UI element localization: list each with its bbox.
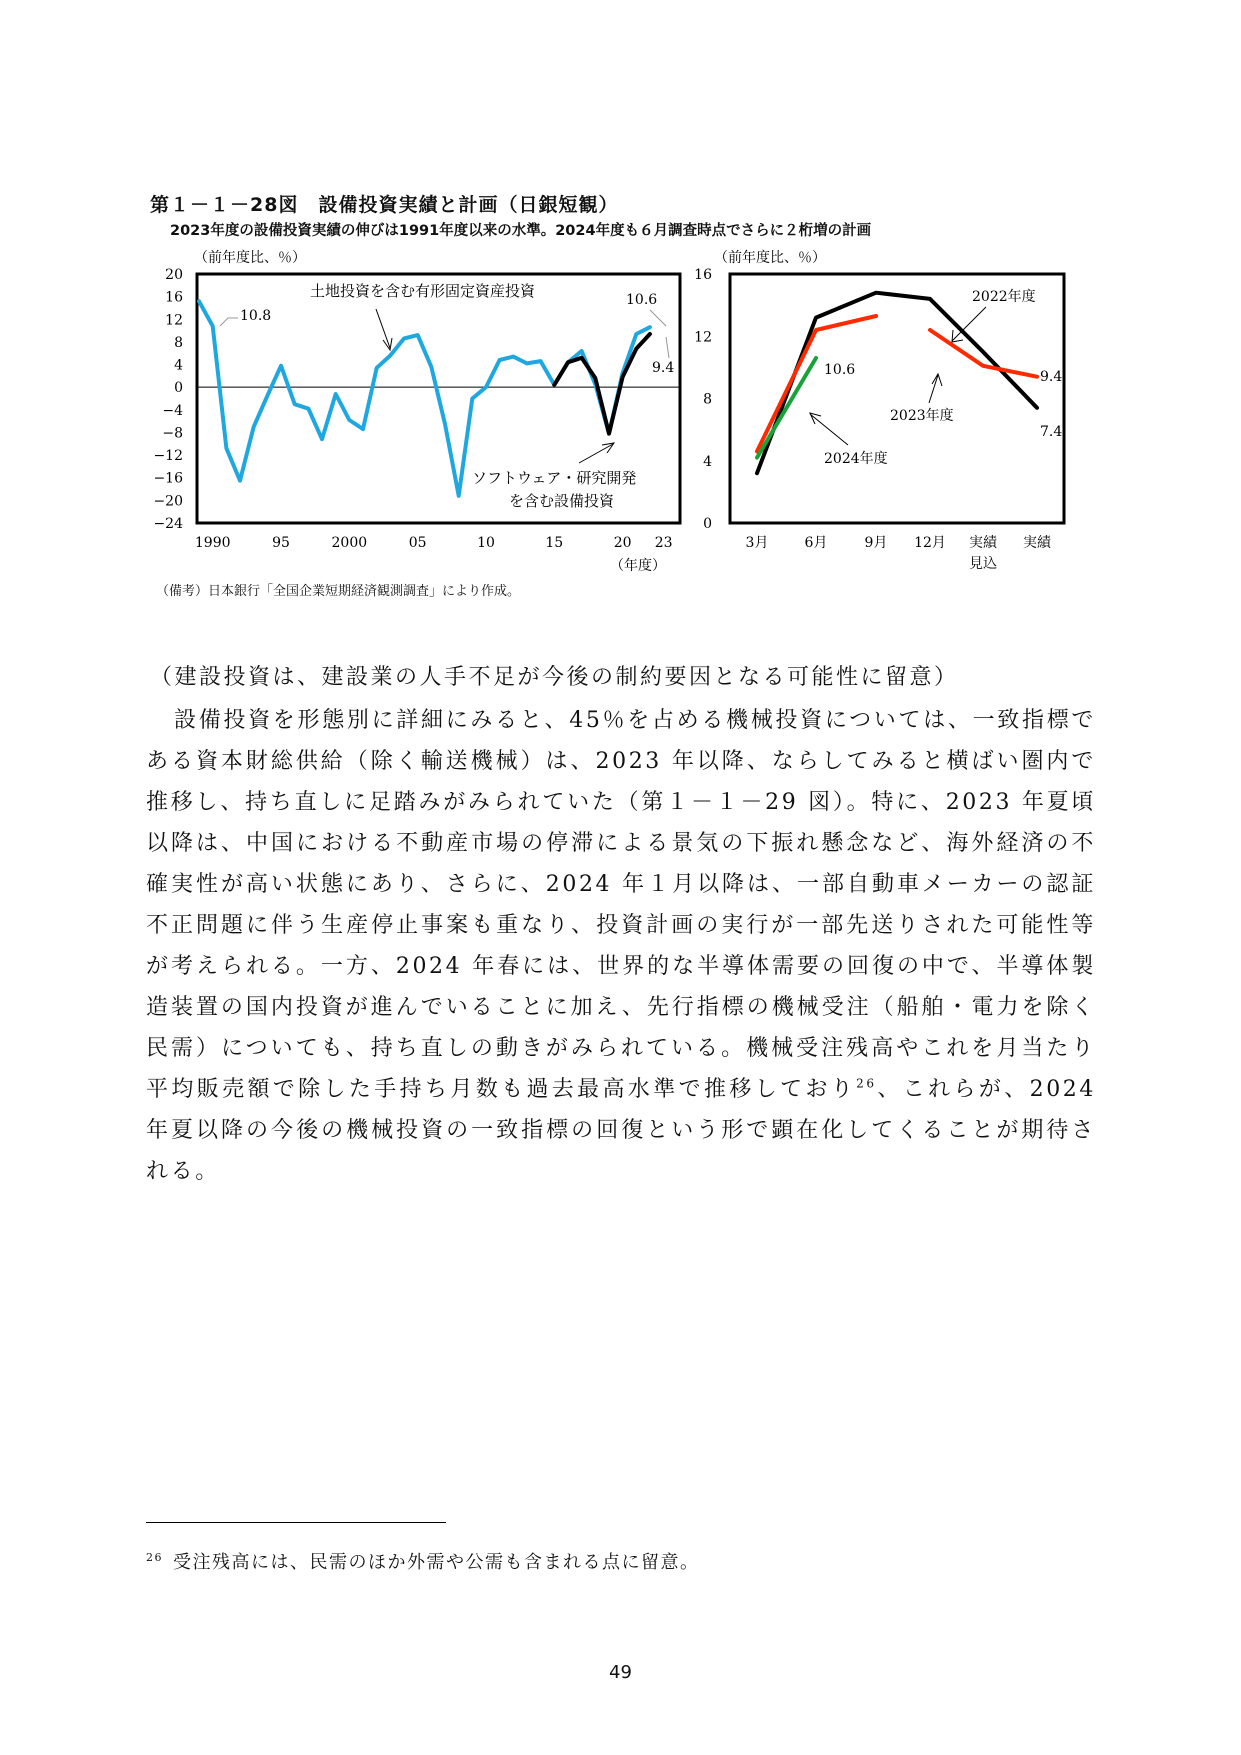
- left-series-line-tangible: [199, 301, 650, 496]
- figure-subtitle: 2023年度の設備投資実績の伸びは1991年度以来の水準。2024年度も６月調査時点でさらに２桁増の計画: [170, 223, 872, 239]
- right-series-line-2024: [757, 358, 816, 458]
- chart-right: [690, 240, 1090, 580]
- left-ytick-label: −24: [153, 516, 183, 532]
- left-annotation-9-4-leader: [666, 337, 669, 358]
- footnote-divider: [146, 1522, 446, 1523]
- left-ytick-label: −16: [153, 470, 183, 487]
- left-ytick-label: 4: [174, 357, 183, 374]
- body-text-part2: 、これらが、2024 年夏以降の今後の機械投資の一致指標の回復という形で顕在化してくることが期待される。: [146, 1077, 1096, 1184]
- right-xtick-label: 実績: [969, 535, 997, 551]
- left-series-label-tangible-arrow: [376, 309, 390, 348]
- right-xtick-label: 9月: [864, 535, 888, 551]
- right-ytick-label: 4: [703, 453, 712, 470]
- left-annotation-10-8: 10.8: [240, 308, 272, 324]
- left-series-label-software-arrow: [579, 444, 613, 463]
- left-xtick-label: 95: [272, 535, 290, 551]
- right-xtick-label: 6月: [804, 535, 828, 551]
- left-ytick-label: 0: [174, 380, 183, 397]
- left-xtick-label: 20: [613, 535, 632, 551]
- left-annotation-9-4: 9.4: [652, 360, 675, 376]
- right-ytick-label: 12: [694, 329, 712, 346]
- left-series-line-software: [554, 334, 650, 434]
- body-paragraph: [146, 700, 1096, 1192]
- right-ylabel: （前年度比、％）: [714, 250, 826, 266]
- left-xtick-label: 2000: [331, 535, 368, 551]
- left-xtick-label: 10: [477, 535, 495, 551]
- right-xtick-label: 12月: [914, 535, 946, 551]
- page-number: 49: [609, 1662, 632, 1683]
- footnote-number: 26: [146, 1551, 163, 1564]
- right-series-label-2023-arrowhead: [932, 374, 942, 386]
- left-series-label-tangible: 土地投資を含む有形固定資産投資: [310, 282, 536, 300]
- right-series-label-2024: 2024年度: [824, 451, 888, 467]
- right-xtick-label: 見込: [969, 556, 997, 572]
- right-annotation-9-4: 9.4: [1040, 369, 1063, 385]
- right-annotation-7-4: 7.4: [1040, 424, 1063, 440]
- chart-left: [0, 0, 720, 580]
- footnote-text: 受注残高には、民需のほか外需や公需も含まれる点に留意。: [173, 1552, 700, 1573]
- left-ytick-label: 16: [165, 289, 183, 306]
- left-ytick-label: −4: [162, 402, 183, 419]
- left-ytick-label: 8: [174, 334, 183, 351]
- left-xtick-label: 1990: [194, 535, 231, 551]
- right-annotation-10-6: 10.6: [824, 362, 856, 378]
- figure-note: （備考）日本銀行「全国企業短期経済観測調査」により作成。: [156, 584, 521, 599]
- left-xtick-label: 23: [654, 535, 673, 551]
- body-text-part1: 設備投資を形態別に詳細にみると、45％を占める機械投資については、一致指標である資本財総供給（除く輸送機械）は、2023 年以降、ならしてみると横ばい圏内で推移し、持ち直しに足踏みがみられていた（第１－１－29 図）。特に、2023 年夏頃以降は、中国における不動産市場の停滞による景気の下振れ懸念など、海外経済の不確実性が高い状態にあり、さらに、2024 年１月以降は、一部自動車メーカーの認証不正問題に伴う生産停止事案も重なり、投資計画の実行が一部先送りされた可能性等が考えられる。一方、2024 年春には、世界的な半導体需要の回復の中で、半導体製造装置の国内投資が進んでいることに加え、先行指標の機械受注（船舶・電力を除く民需）についても、持ち直しの動きがみられている。機械受注残高やこれを月当たり平均販売額で除した手持ち月数も過去最高水準で推移しており: [146, 708, 1096, 1102]
- left-annotation-10-8-leader: [220, 318, 238, 326]
- figure-title: 第１－１－28図 設備投資実績と計画（日銀短観）: [150, 194, 619, 216]
- left-xtick-label: 15: [545, 535, 564, 551]
- left-ytick-label: 12: [165, 312, 183, 329]
- left-ytick-label: 20: [165, 267, 183, 283]
- left-ytick-label: −12: [153, 448, 183, 465]
- left-xtick-label: 05: [408, 535, 427, 551]
- right-xtick-label: 3月: [745, 535, 769, 551]
- left-ytick-label: −20: [153, 493, 183, 510]
- right-ytick-label: 16: [694, 267, 712, 283]
- left-xlabel: （年度）: [610, 558, 666, 574]
- section-heading: （建設投資は、建設業の人手不足が今後の制約要因となる可能性に留意）: [150, 665, 959, 690]
- right-series-label-2023-arrow: [929, 375, 938, 403]
- right-ytick-label: 8: [703, 391, 712, 408]
- footnote: [146, 1548, 700, 1574]
- left-ytick-label: −8: [162, 425, 183, 442]
- left-series-label-software-2: を含む設備投資: [509, 492, 615, 510]
- left-series-label-software-1: ソフトウェア・研究開発: [472, 469, 637, 487]
- right-series-label-2024-arrow: [810, 414, 848, 445]
- right-plot-frame: [730, 274, 1064, 523]
- left-annotation-10-6: 10.6: [626, 292, 658, 308]
- right-ytick-label: 0: [703, 516, 712, 532]
- left-annotation-10-6-leader: [650, 310, 666, 326]
- footnote-reference: 26: [856, 1076, 877, 1091]
- right-xtick-label: 実績: [1023, 535, 1051, 551]
- right-series-label-2023: 2023年度: [890, 408, 954, 424]
- right-series-label-2022: 2022年度: [972, 289, 1036, 305]
- left-ylabel: （前年度比、％）: [194, 250, 306, 266]
